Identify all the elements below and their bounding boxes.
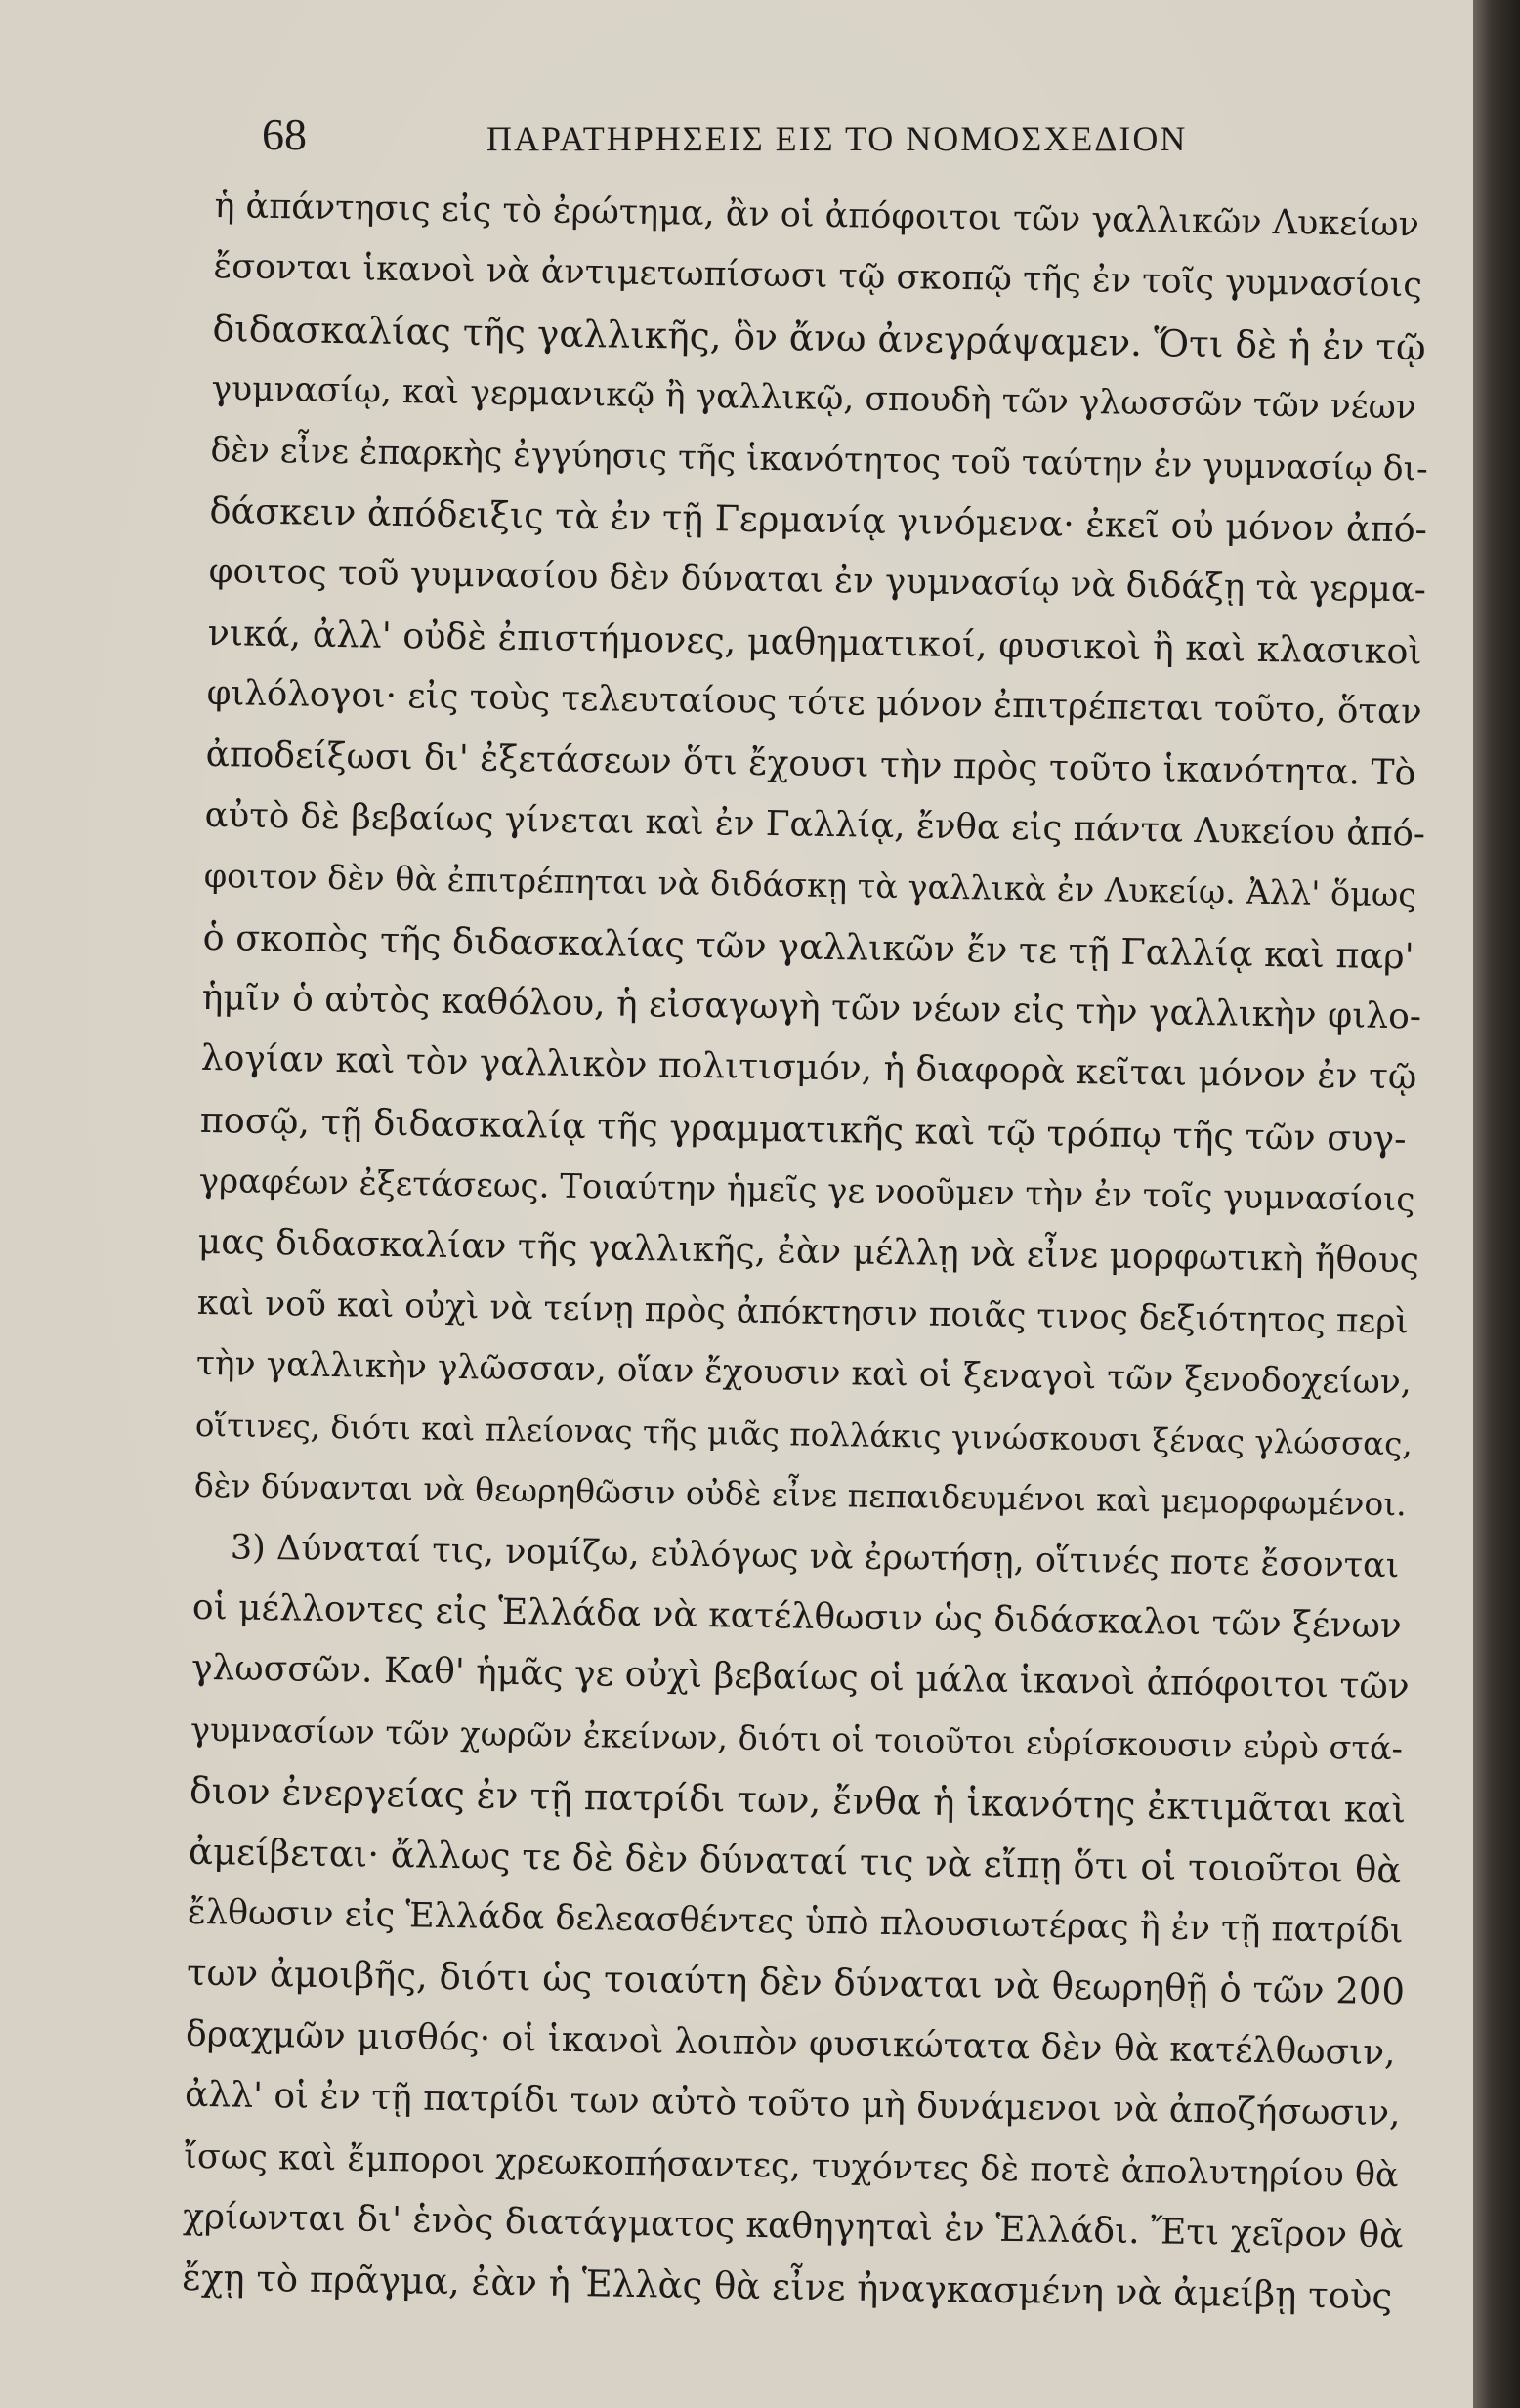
text-line: μας διδασκαλίαν τῆς γαλλικῆς, ἐὰν μέλλῃ νὰ εἶνε μορφωτικὴ ἤθους bbox=[197, 1221, 1420, 1282]
page-header bbox=[215, 106, 1426, 174]
text-line: οἱ μέλλοντες εἰς Ἑλλάδα νὰ κατέλθωσιν ὡς διδάσκαλοι τῶν ξένων bbox=[191, 1586, 1403, 1647]
text-line: καὶ νοῦ καὶ οὐχὶ νὰ τείνῃ πρὸς ἀπόκτησιν ποιᾶς τινος δεξιότητος περὶ bbox=[196, 1283, 1410, 1342]
page-number: 68 bbox=[262, 109, 307, 159]
book-spine-shadow bbox=[1473, 0, 1520, 2408]
text-line: διδασκαλίας τῆς γαλλικῆς, ὃν ἄνω ἀνεγράψαμεν. Ὅτι δὲ ἡ ἐν τῷ bbox=[212, 306, 1426, 369]
text-line: ἀμείβεται· ἄλλως τε δὲ δὲν δύναταί τις νὰ εἴπῃ ὅτι οἱ τοιοῦτοι θὰ bbox=[188, 1830, 1402, 1891]
text-line: ἔσονται ἱκανοὶ νὰ ἀντιμετωπίσωσι τῷ σκοπῷ τῆς ἐν τοῖς γυμνασίοις bbox=[213, 247, 1423, 306]
text-line: δάσκειν ἀπόδειξις τὰ ἐν τῇ Γερμανίᾳ γινόμενα· ἐκεῖ οὐ μόνον ἀπό- bbox=[209, 488, 1428, 551]
text-line: ὁ σκοπὸς τῆς διδασκαλίας τῶν γαλλικῶν ἔν τε τῇ Γαλλίᾳ καὶ παρ' bbox=[202, 915, 1414, 978]
text-line: φιλόλογοι· εἰς τοὺς τελευταίους τότε μόνον ἐπιτρέπεται τοῦτο, ὅταν bbox=[206, 673, 1422, 733]
body-text bbox=[182, 176, 1436, 2328]
text-line: ἀποδείξωσι δι' ἐξετάσεων ὅτι ἔχουσι τὴν πρὸς τοῦτο ἱκανότητα. Τὸ bbox=[205, 734, 1416, 793]
text-line: γλωσσῶν. Καθ' ἡμᾶς γε οὐχὶ βεβαίως οἱ μάλα ἱκανοὶ ἀπόφοιτοι τῶν bbox=[190, 1648, 1410, 1708]
text-line: γυμνασίων τῶν χωρῶν ἐκείνων, διότι οἱ τοιοῦτοι εὑρίσκουσιν εὐρὺ στά- bbox=[190, 1710, 1404, 1768]
text-line: νικά, ἀλλ' οὐδὲ ἐπιστήμονες, μαθηματικοί, φυσικοὶ ἢ καὶ κλασικοὶ bbox=[207, 611, 1423, 673]
text-line: χρίωνται δι' ἑνὸς διατάγματος καθηγηταὶ ἐν Ἑλλάδι. Ἔτι χεῖρον θὰ bbox=[182, 2196, 1404, 2257]
text-line: ἴσως καὶ ἔμποροι χρεωκοπήσαντες, τυχόντες δὲ ποτὲ ἀπολυτηρίου θὰ bbox=[183, 2136, 1399, 2195]
text-line: δὲν εἶνε ἐπαρκὴς ἐγγύησις τῆς ἱκανότητος τοῦ ταύτην ἐν γυμνασίῳ δι- bbox=[210, 430, 1429, 489]
text-line: γραφέων ἐξετάσεως. Τοιαύτην ἡμεῖς γε νοοῦμεν τὴν ἐν τοῖς γυμνασίοις bbox=[198, 1162, 1415, 1220]
text-line: δραχμῶν μισθός· οἱ ἱκανοὶ λοιπὸν φυσικώτατα δὲν θὰ κατέλθωσιν, bbox=[185, 2013, 1396, 2073]
text-line: τὴν γαλλικὴν γλῶσσαν, οἵαν ἔχουσιν καὶ οἱ ξεναγοὶ τῶν ξενοδοχείων, bbox=[195, 1344, 1413, 1403]
text-line: οἵτινες, διότι καὶ πλείονας τῆς μιᾶς πολλάκις γινώσκουσι ξένας γλώσσας, bbox=[194, 1406, 1413, 1463]
text-line: ἀλλ' οἱ ἐν τῇ πατρίδι των αὐτὸ τοῦτο μὴ δυνάμενοι νὰ ἀποζήσωσιν, bbox=[184, 2074, 1401, 2134]
text-line: ἡ ἀπάντησις εἰς τὸ ἐρώτημα, ἂν οἱ ἀπόφοιτοι τῶν γαλλικῶν Λυκείων bbox=[214, 186, 1420, 245]
text-line: γυμνασίῳ, καὶ γερμανικῷ ἢ γαλλικῷ, σπουδὴ τῶν γλωσσῶν τῶν νέων bbox=[211, 369, 1417, 428]
running-head: ΠΑΡΑΤΗΡΗΣΕΙΣ ΕΙΣ ΤΟ ΝΟΜΟΣΧΕΔΙΟΝ bbox=[486, 119, 1188, 158]
text-line: διον ἐνεργείας ἐν τῇ πατρίδι των, ἔνθα ἡ ἱκανότης ἐκτιμᾶται καὶ bbox=[189, 1768, 1407, 1832]
text-line: ἔλθωσιν εἰς Ἑλλάδα δελεασθέντες ὑπὸ πλουσιωτέρας ἢ ἐν τῇ πατρίδι bbox=[187, 1892, 1404, 1952]
text-line: ἔχῃ τὸ πρᾶγμα, ἐὰν ἡ Ἑλλὰς θὰ εἶνε ἠναγκασμένη νὰ ἀμείβῃ τοὺς bbox=[181, 2257, 1393, 2318]
text-line: δὲν δύνανται νὰ θεωρηθῶσιν οὐδὲ εἶνε πεπαιδευμένοι καὶ μεμορφωμένοι. bbox=[193, 1466, 1408, 1524]
text-line: ποσῷ, τῇ διδασκαλίᾳ τῆς γραμματικῆς καὶ τῷ τρόπῳ τῆς τῶν συγ- bbox=[199, 1098, 1407, 1161]
text-line: 3) Δύναταί τις, νομίζω, εὐλόγως νὰ ἐρωτήσῃ, οἵτινές ποτε ἔσονται bbox=[230, 1528, 1400, 1585]
text-line: λογίαν καὶ τὸν γαλλικὸν πολιτισμόν, ἡ διαφορὰ κεῖται μόνον ἐν τῷ bbox=[200, 1038, 1417, 1098]
text-line: φοιτον δὲν θὰ ἐπιτρέπηται νὰ διδάσκῃ τὰ γαλλικὰ ἐν Λυκείῳ. Ἀλλ' ὅμως bbox=[203, 857, 1417, 914]
text-line: φοιτος τοῦ γυμνασίου δὲν δύναται ἐν γυμνασίῳ νὰ διδάξῃ τὰ γερμα- bbox=[208, 551, 1427, 611]
text-line: των ἀμοιβῆς, διότι ὡς τοιαύτη δὲν δύναται νὰ θεωρηθῇ ὁ τῶν 200 bbox=[186, 1952, 1406, 2013]
text-line: αὐτὸ δὲ βεβαίως γίνεται καὶ ἐν Γαλλίᾳ, ἔνθα εἰς πάντα Λυκείου ἀπό- bbox=[204, 794, 1426, 855]
text-line: ἡμῖν ὁ αὐτὸς καθόλου, ἡ εἰσαγωγὴ τῶν νέων εἰς τὴν γαλλικὴν φιλο- bbox=[201, 977, 1422, 1037]
